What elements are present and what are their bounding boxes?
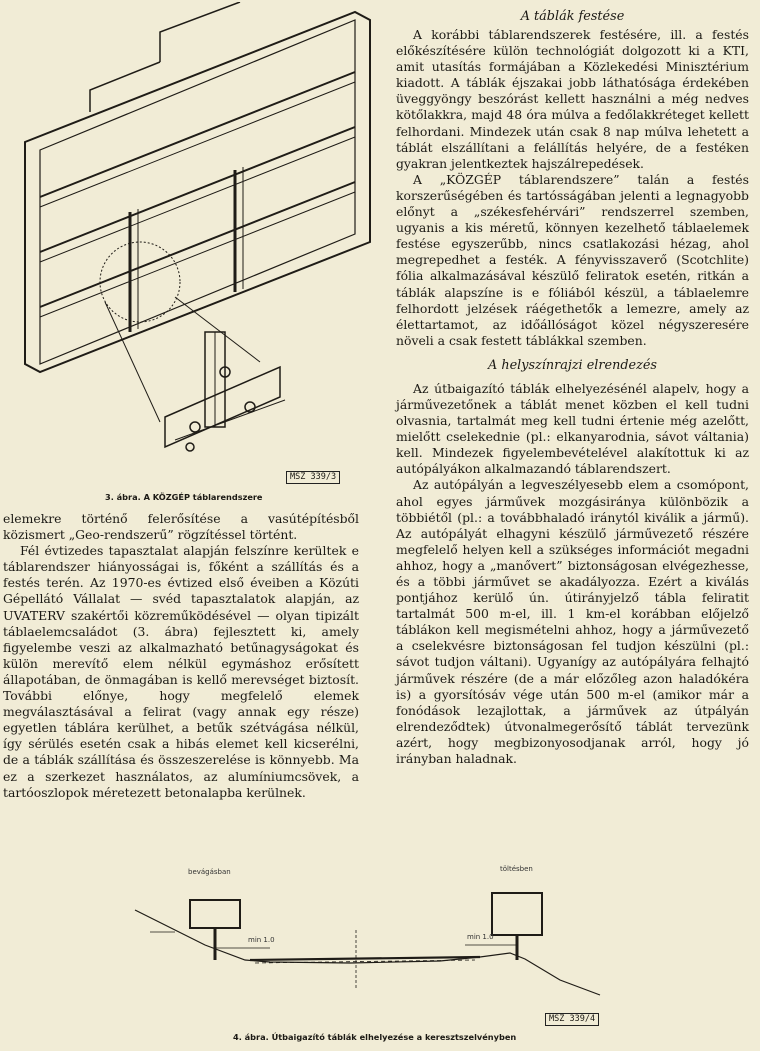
figure-3-caption: 3. ábra. A KÖZGÉP táblarendszere	[105, 492, 263, 502]
left-paragraph-2: Fél évtizedes tapasztalat alapján felszínre kerültek e táblarendszer hiányosságai is, főként a szállítás és a festés terén. Az 1970-es évtized első éveiben a Közúti Gépellátó Vállalat — svéd tapasztalatok alapján, az UVATERV szakértői közreműködésével — olyan tipizált táblaelemcsaládot (3. ábra) fejlesztett ki, amely figyelembe veszi az alkalmazható betűnagyságokat és külön merevítő elem nélkül egymáshoz erősített állapotában, de önmagában is kellő merevséget biztosít. További előnye, hogy megfelelő elemek megválasztásával a felirat (vagy annak egy része) egyetlen táblára kerülhet, a betűk szétvágása nélkül, így sérülés esetén csak a hibás elemet kell kicserélni, de a táblák szállítása és összeszerelése is könnyebb. Ma ez a szerkezet használatos, az alumíniumcsövek, a tartóoszlopok méretezett betonalapba kerülnek.	[3, 543, 359, 800]
left-paragraph-1: elemekre történő felerősítése a vasútépítésből közismert „Geo-rendszerű” rögzítéssel történt.	[3, 511, 359, 543]
painting-paragraph-1: A korábbi táblarendszerek festésére, ill. a festés előkészítésére külön technológiát dolgozott ki a KTI, amit utasítás formájában a Közlekedési Minisztérium kiadott. A táblák éjszakai jobb láthatósága érdekében üveggyöngy beszórást kellett használni a még nedves kötőlakkra, majd 48 óra múlva a fedőlakkréteget kellett felhordani. Mindezek után csak 8 nap múlva lehetett a táblát elszállítani a felállítás helyére, de a festéken gyakran jelentkeztek hajszálrepedések.	[396, 27, 749, 171]
figure-4-drawing	[0, 860, 760, 1000]
figure-4-code: MSZ 339/4	[545, 1013, 599, 1026]
section-heading-painting: A táblák festése	[520, 9, 625, 24]
figure-3-drawing	[10, 2, 385, 462]
right-column	[396, 8, 749, 767]
painting-paragraph-2: A „KÖZGÉP táblarendszere” talán a festés korszerűségében és tartósságában jelenti a legnagyobb előnyt a „székesfehérvári” rendszerrel szemben, ugyanis a kis méretű, könnyen kezelhető táblaelemek festése egyszerűbb, nincs csatlakozási hézag, ahol megrepedhet a festék. A fényvisszaverő (Scotchlite) fólia alkalmazásával készülő feliratok esetén, ritkán a táblák alapszíne is e fóliából készül, a táblaelemre felhordott jelzések ráégethetők a lemezre, amely az élettartamot, az időállóságot közel négyszeresére növeli a csak festett táblákkal szemben.	[396, 171, 749, 348]
figure-4-caption: 4. ábra. Útbaigazító táblák elhelyezése a keresztszelvényben	[233, 1032, 517, 1042]
figure-4-min-left: min 1.0	[248, 936, 275, 944]
layout-paragraph-2: Az autópályán a legveszélyesebb elem a csomópont, ahol egyes járművek mozgásiránya különbözik a többiétől (pl.: a továbbhaladó iránytól kiválik a jármű). Az autópályát elhagyni készülő járművezető részére megfelelő helyen kell a szükséges információt megadni ahhoz, hogy a „manővert” biztonságosan elvégezhesse, és a többi járművet se akadályozza. Ezért a kiválás pontjához kerülő ún. útirányjelző tábla feliratit tartalmát 500 m-el, ill. 1 km-el korábban előjelző táblákon kell megismételni ahhoz, hogy a járművezető a cselekvésre biztonságosan fel tudjon készülni (pl.: sávot tudjon váltani). Ugyanígy az autópályára felhajtó járművek részére (de a már előzőleg azon haladókéra is) a gyorsítósáv vége után 500 m-el (amikor már a fonódások lezajlottak, a járművek az útpályán elrendeződtek) útvonalmegerősítő táblát tervezünk azért, hogy megbizonyosodjanak arról, hogy jó irányban haladnak.	[396, 477, 749, 767]
left-column	[3, 511, 359, 801]
figure-4-min-right: min 1.0	[467, 933, 494, 941]
section-heading-layout: A helyszínrajzi elrendezés	[488, 357, 657, 373]
figure-4-label-cutting: bevágásban	[188, 868, 231, 876]
figure-3	[10, 2, 385, 502]
layout-paragraph-1: Az útbaigazító táblák elhelyezésénél alapelv, hogy a járművezetőnek a táblát menet közben el kell tudni olvasnia, tartalmát meg kell tudni értenie még azelőtt, mielőtt cselekednie (pl.: elkanyarodnia, sávot váltania) kell. Mindezek figyelembevételével alakítottuk ki az autópályákon alkalmazandó táblarendszert.	[396, 380, 749, 477]
figure-4-label-embankment: töltésben	[500, 865, 533, 873]
figure-3-code: MSZ 339/3	[286, 471, 340, 484]
figure-4	[0, 860, 760, 1051]
